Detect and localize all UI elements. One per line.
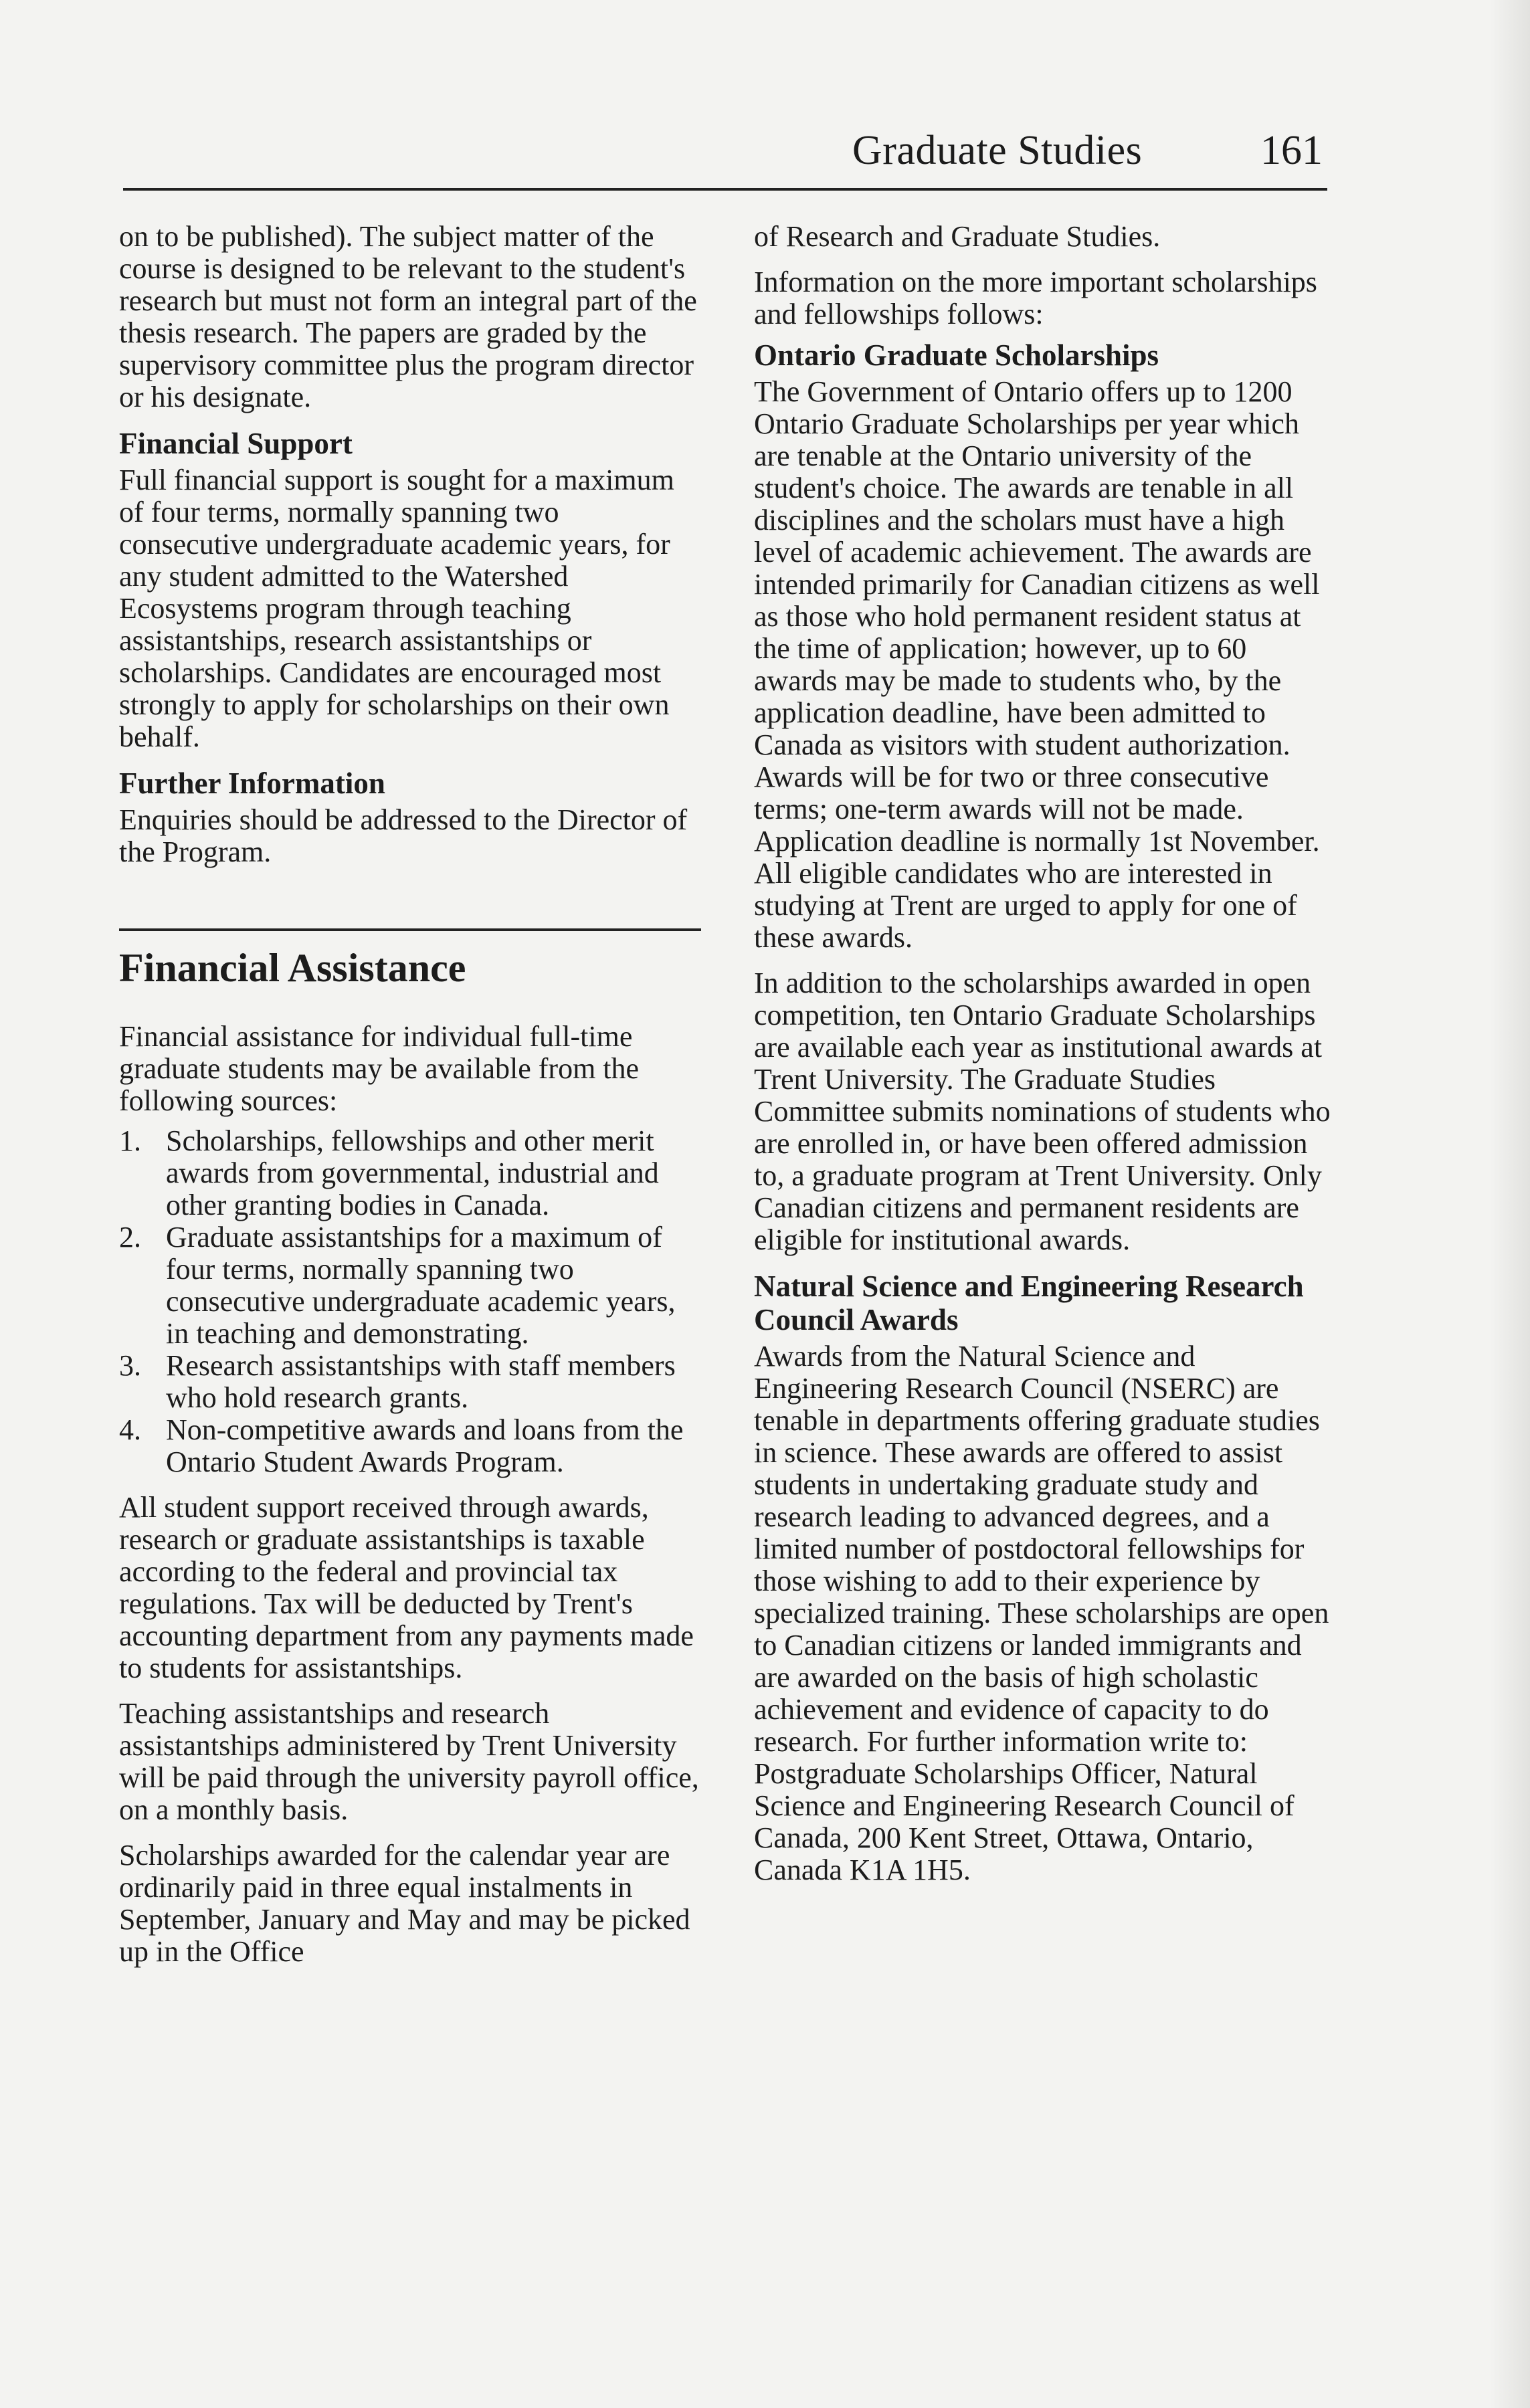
running-header xyxy=(123,120,1327,187)
instalments-paragraph: Scholarships awarded for the calendar year are ordinarily paid in three equal instalments in September, January and May and may be picked up in the Office xyxy=(119,1839,690,1968)
nserc-heading: Natural Science and Engineering Research Council Awards xyxy=(754,1270,1304,1336)
further-information-heading: Further Information xyxy=(119,767,385,800)
list-item-number: 1. xyxy=(119,1124,141,1157)
list-item xyxy=(119,1350,701,1414)
header-title: Graduate Studies xyxy=(852,128,1143,173)
financial-support-body: Full financial support is sought for a maximum of four terms, normally spanning two consecutive undergraduate academic years, for any student admitted to the Watershed Ecosystems program through teaching assistantships, research assistantships or scholarships. Candidates are encouraged most strongly to apply for scholarships on their own behalf. xyxy=(119,464,674,753)
ontario-scholarships-heading: Ontario Graduate Scholarships xyxy=(754,338,1159,372)
list-item-number: 3. xyxy=(119,1349,141,1382)
financial-assistance-heading: Financial Assistance xyxy=(119,946,466,990)
list-item xyxy=(119,1125,701,1221)
page-edge-shadow xyxy=(1490,0,1530,2408)
financial-assistance-intro: Financial assistance for individual full-time graduate students may be available from the following sources: xyxy=(119,1020,640,1117)
list-item-text: Research assistantships with staff members who hold research grants. xyxy=(166,1349,676,1414)
tax-paragraph: All student support received through awards, research or graduate assistantships is taxable according to the federal and provincial tax regulations. Tax will be deducted by Trent's accounting department from any payments made to students for assistantships. xyxy=(119,1491,694,1684)
right-column xyxy=(754,221,1336,1900)
ontario-scholarships-body: The Government of Ontario offers up to 1200 Ontario Graduate Scholarships per year which are tenable at the Ontario university of the student's choice. The awards are tenable in all disciplines and the scholars must have a high level of academic achievement. The awards are intended primarily for Canadian citizens as well as those who hold permanent resident status at the time of application; however, up to 60 awards may be made to students who, by the application deadline, have been admitted to Canada as visitors with student authorization. Awards will be for two or three consecutive terms; one-term awards will not be made. Application deadline is normally 1st November. All eligible candidates who are interested in studying at Trent are urged to apply for one of these awards. xyxy=(754,375,1320,954)
list-item xyxy=(119,1221,701,1350)
further-information-body: Enquiries should be addressed to the Director of the Program. xyxy=(119,803,688,868)
financial-support-heading: Financial Support xyxy=(119,427,353,460)
left-column xyxy=(119,221,701,1981)
page-number: 161 xyxy=(1260,128,1323,173)
list-item-number: 4. xyxy=(119,1413,141,1446)
info-intro-paragraph: Information on the more important scholarships and fellowships follows: xyxy=(754,266,1317,330)
list-item-text: Graduate assistantships for a maximum of four terms, normally spanning two consecutive undergraduate academic years, in teaching and demonstrating. xyxy=(166,1221,676,1350)
continuation-paragraph: of Research and Graduate Studies. xyxy=(754,220,1161,253)
list-item-text: Scholarships, fellowships and other merit awards from governmental, industrial and other granting bodies in Canada. xyxy=(166,1124,659,1221)
header-rule xyxy=(123,188,1327,191)
nserc-body: Awards from the Natural Science and Engineering Research Council (NSERC) are tenable in departments offering graduate studies in science. These awards are offered to assist students in undertaking graduate study and research leading to advanced degrees, and a limited number of postdoctoral fellowships for those wishing to add to their experience by specialized training. These scholarships are open to Canadian citizens or landed immigrants and are awarded on the basis of high scholastic achievement and evidence of capacity to do research. For further information write to: Postgraduate Scholarships Officer, Natural Science and Engineering Research Council of Canada, 200 Kent Street, Ottawa, Ontario, Canada K1A 1H5. xyxy=(754,1340,1329,1886)
payroll-paragraph: Teaching assistantships and research assistantships administered by Trent University will be paid through the university payroll office, on a monthly basis. xyxy=(119,1697,699,1826)
list-item xyxy=(119,1414,701,1478)
section-rule xyxy=(119,928,701,931)
sources-list xyxy=(119,1125,701,1478)
list-item-number: 2. xyxy=(119,1221,141,1253)
intro-paragraph: on to be published). The subject matter of the course is designed to be relevant to the student's research but must not form an integral part of the thesis research. The papers are graded by the supervisory committee plus the program director or his designate. xyxy=(119,220,697,413)
institutional-awards-paragraph: In addition to the scholarships awarded in open competition, ten Ontario Graduate Scholarships are available each year as institutional awards at Trent University. The Graduate Studies Committee submits nominations of students who are enrolled in, or have been offered admission to, a graduate program at Trent University. Only Canadian citizens and permanent residents are eligible for institutional awards. xyxy=(754,967,1331,1256)
list-item-text: Non-competitive awards and loans from the Ontario Student Awards Program. xyxy=(166,1413,684,1478)
